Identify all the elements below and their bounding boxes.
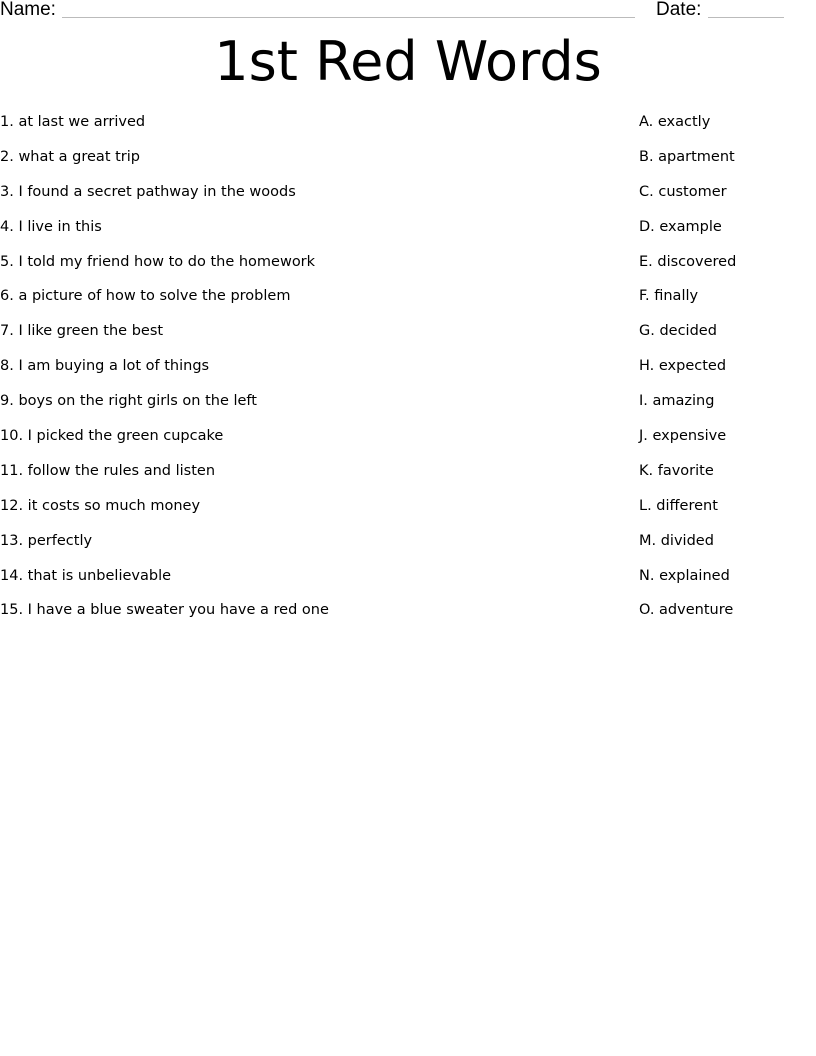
- answer-list: [639, 112, 736, 635]
- clue-item: 2. what a great trip: [0, 148, 140, 165]
- date-field-line[interactable]: [708, 17, 784, 18]
- answer-item: K. favorite: [639, 462, 714, 479]
- answer-item: O. adventure: [639, 602, 734, 619]
- date-label: Date:: [656, 0, 702, 20]
- answer-item: I. amazing: [639, 393, 715, 410]
- clue-item: 4. I live in this: [0, 218, 102, 235]
- clue-item: 9. boys on the right girls on the left: [0, 393, 257, 410]
- name-label: Name:: [0, 0, 56, 20]
- answer-item: G. decided: [639, 323, 717, 340]
- answer-item: E. discovered: [639, 253, 737, 270]
- clue-item: 13. perfectly: [0, 532, 93, 549]
- clue-item: 15. I have a blue sweater you have a red one: [0, 602, 329, 619]
- clue-item: 11. follow the rules and listen: [0, 462, 216, 479]
- clue-item: 1. at last we arrived: [0, 114, 146, 130]
- clue-item: 7. I like green the best: [0, 323, 164, 340]
- clue-item: 6. a picture of how to solve the problem: [0, 288, 291, 305]
- answer-item: B. apartment: [639, 148, 735, 165]
- clue-item: 12. it costs so much money: [0, 497, 201, 514]
- answer-item: M. divided: [639, 532, 714, 549]
- answer-item: C. customer: [639, 183, 727, 200]
- clue-list: [0, 112, 329, 635]
- answer-item: D. example: [639, 218, 722, 235]
- answer-item: A. exactly: [639, 114, 711, 130]
- answer-item: J. expensive: [639, 428, 727, 445]
- clue-item: 5. I told my friend how to do the homework: [0, 253, 316, 270]
- name-field-line[interactable]: [62, 17, 635, 18]
- clue-item: 10. I picked the green cupcake: [0, 428, 224, 445]
- clue-item: 14. that is unbelievable: [0, 567, 172, 584]
- worksheet-header: [0, 0, 816, 24]
- answer-item: H. expected: [639, 358, 727, 375]
- answer-item: N. explained: [639, 567, 730, 584]
- answer-item: F. finally: [639, 288, 699, 305]
- clue-item: 8. I am buying a lot of things: [0, 358, 210, 375]
- clue-item: 3. I found a secret pathway in the woods: [0, 183, 296, 200]
- answer-item: L. different: [639, 497, 718, 514]
- page-title: 1st Red Words: [214, 30, 602, 93]
